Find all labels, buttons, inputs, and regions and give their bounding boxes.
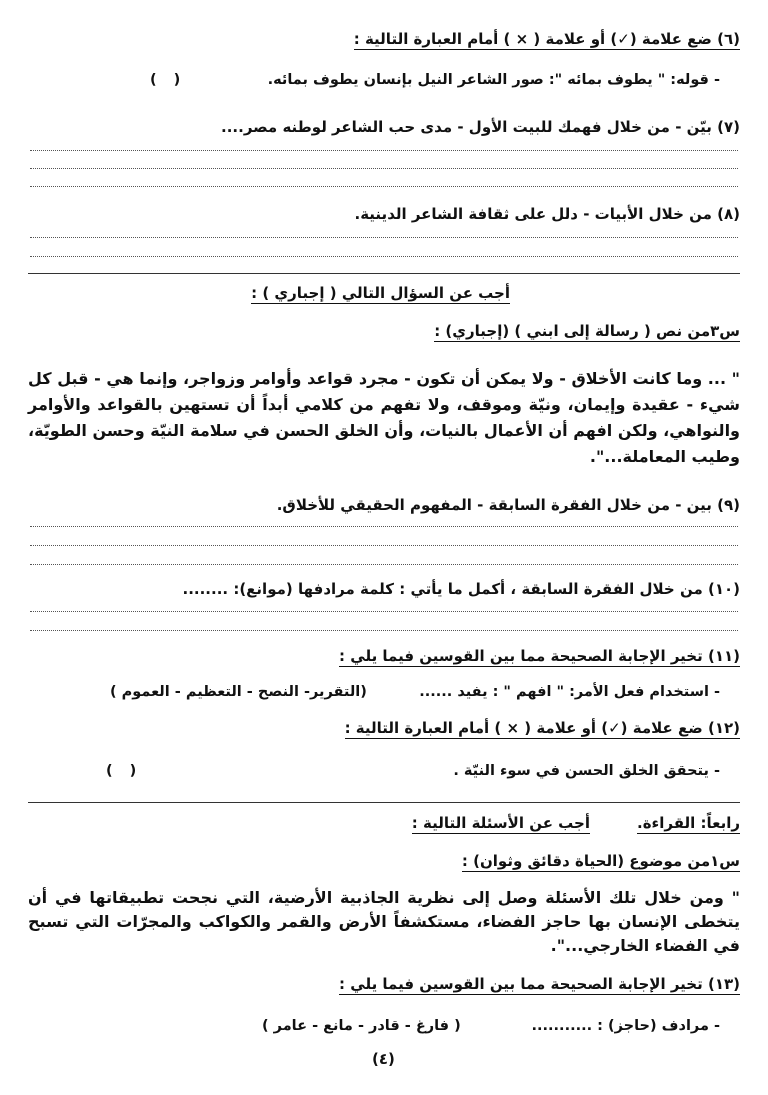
- answer-line[interactable]: [30, 237, 738, 238]
- answer-line[interactable]: [30, 150, 738, 151]
- section-divider: [28, 802, 740, 803]
- answer-line[interactable]: [30, 611, 738, 612]
- q6-statement: - قوله: " يطوف بمائه ": صور الشاعر النيل بإنسان يطوف بمائه.: [267, 72, 720, 88]
- q6-answer-box[interactable]: ( ): [150, 72, 187, 88]
- q12-title-text: (١٢) ضع علامة (✓) أو علامة ( × ) أمام العبارة التالية :: [344, 719, 740, 737]
- section4-label: [637, 814, 740, 832]
- answer-line[interactable]: [30, 630, 738, 631]
- q7-title: (٧) بيّن - من خلال فهمك للبيت الأول - مدى حب الشاعر لوطنه مصر....: [221, 118, 740, 136]
- q11-title: [339, 647, 740, 665]
- q10-title: (١٠) من خلال الفقرة السابقة ، أكمل ما يأتي : كلمة مرادفها (موانع): ........: [182, 580, 740, 598]
- q6-title-text: (٦) ضع علامة (✓) أو علامة ( × ) أمام العبارة التالية :: [353, 30, 740, 48]
- q12-statement: - يتحقق الخلق الحسن في سوء النيّة .: [453, 763, 720, 779]
- answer-line[interactable]: [30, 168, 738, 169]
- q8-title: (٨) من خلال الأبيات - دلل على ثقافة الشاعر الدينية.: [354, 205, 740, 223]
- q11-statement: - استخدام فعل الأمر: " افهم " : يفيد ......: [419, 684, 720, 700]
- section4-instruction: [412, 814, 590, 832]
- passage-message-to-son: " ... وما كانت الأخلاق - ولا يمكن أن تكون - مجرد قواعد وأوامر وزواجر، وإنما هي - قبل كل شيء - عقيدة وإيمان، ونيّة وموقف، ولا تفهم من كلامي أبداً أن تستهين بالقواعد والأوامر والنواهي، ولكن افهم أن الأعمال بالنيات، وأن الخلق الحسن في سلامة النيّة وحسن الطويّة، وطيب المعاملة...".: [28, 369, 740, 466]
- answer-line[interactable]: [30, 526, 738, 527]
- q3-heading: [434, 322, 740, 340]
- q12-title: [345, 719, 740, 737]
- page-number: (٤): [372, 1050, 395, 1068]
- section4-label-text: رابعاً: القراءة.: [637, 814, 740, 832]
- q13-title: [339, 975, 740, 993]
- q13-statement: - مرادف (حاجز) : ...........: [531, 1018, 720, 1034]
- q13-options[interactable]: ( فارغ - قادر - مانع - عامر ): [262, 1018, 461, 1034]
- answer-line[interactable]: [30, 186, 738, 187]
- section4-instruction-text: أجب عن الأسئلة التالية :: [411, 814, 590, 832]
- q11-title-text: (١١) تخير الإجابة الصحيحة مما بين القوسين فيما يلي :: [339, 647, 740, 665]
- q12-answer-box[interactable]: ( ): [106, 763, 143, 779]
- q1-heading: [462, 852, 740, 870]
- section-answer-title: [251, 284, 510, 302]
- answer-line[interactable]: [30, 256, 738, 257]
- q13-title-text: (١٣) تخير الإجابة الصحيحة مما بين القوسين فيما يلي :: [339, 975, 740, 993]
- q1-heading-text: س١من موضوع (الحياة دقائق وثوان) :: [461, 852, 740, 870]
- q11-options[interactable]: (التقرير- النصح - التعظيم - العموم ): [110, 684, 367, 700]
- q9-title: (٩) بين - من خلال الفقرة السابقة - المفهوم الحقيقي للأخلاق.: [276, 496, 740, 514]
- q3-heading-text: س٣من نص ( رسالة إلى ابني ) (إجباري) :: [434, 322, 740, 340]
- answer-line[interactable]: [30, 564, 738, 565]
- passage-life-seconds: " ومن خلال تلك الأسئلة وصل إلى نظرية الجاذبية الأرضية، التي نجحت تطبيقاتها في أن يتخطى الإنسان بها حاجز الفضاء، مستكشفاً الأرض والقمر والكواكب والمجرّات التي تسبح في الفضاء الخارجي...".: [28, 888, 740, 955]
- section-divider: [28, 273, 740, 274]
- answer-line[interactable]: [30, 545, 738, 546]
- section-answer-title-text: أجب عن السؤال التالي ( إجباري ) :: [251, 284, 510, 302]
- q6-title: [354, 30, 740, 48]
